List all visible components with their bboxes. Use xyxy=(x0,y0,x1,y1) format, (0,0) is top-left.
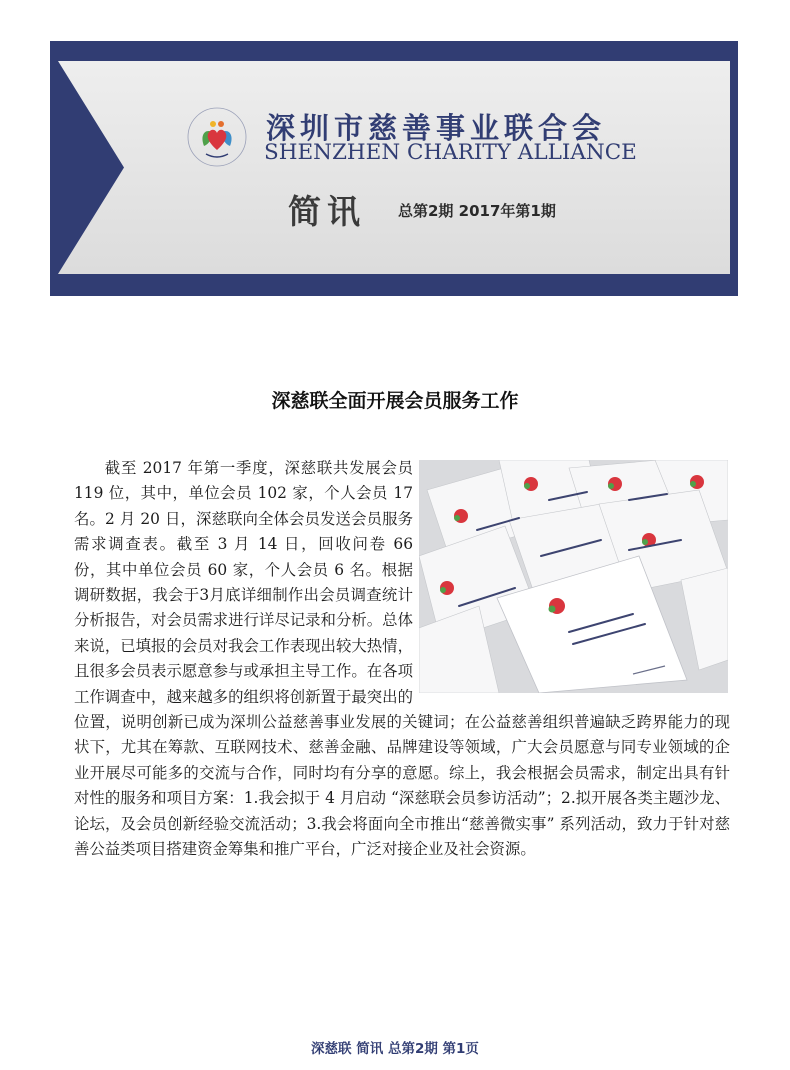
article-paragraph: 截至 2017 年第一季度，深慈联共发展会员 119 位，其中，单位会员 102 家，个人会员 17 名。2 月 20 日，深慈联向全体会员发送会员服务需求调查表。截至 3 月 14 日，回收问卷 66 份，其中单位会员 60 家，个人会员 6 名。根据调研数据，我会于3月底详细制作出会员调查统计分析报告，对会员需求进行详尽记录和分析。总体来说，已填报的会员对我会工作表现出较大热情，且很多会员表示愿意参与或承担主导工作。在各项工作调查中，越来越多的组织将创新置于最突出的位置，说明创新已成为深圳公益慈善事业发展的关键词；在公益慈善组织普遍缺乏跨界能力的现状下，尤其在筹款、互联网技术、慈善金融、品牌建设等领域，广大会员愿意与同专业领域的企业开展尽可能多的交流与合作，同时均有分享的意愿。综上，我会根据会员需求，制定出具有针对性的服务和项目方案：1.我会拟于 4 月启动 “深慈联会员参访活动”；2.拟开展各类主题沙龙、论坛，及会员创新经验交流活动；3.我会将面向全市推出“慈善微实事” 系列活动，致力于针对慈善公益类项目搭建资金筹集和推广平台，广泛对接企业及社会资源。 xyxy=(74,459,730,859)
publication-title: 简讯 xyxy=(288,192,366,231)
org-name-cn: 深圳市慈善事业联合会 xyxy=(266,111,607,145)
page-footer: 深慈联 简讯 总第2期 第1页 xyxy=(311,1041,479,1057)
org-name-en: SHENZHEN CHARITY ALLIANCE xyxy=(264,140,637,165)
charity-alliance-logo xyxy=(186,106,248,168)
reports-photo xyxy=(419,460,728,693)
article-title: 深慈联全面开展会员服务工作 xyxy=(271,390,519,412)
issue-number: 总第2期 2017年第1期 xyxy=(398,202,556,220)
banner-panel xyxy=(58,61,730,274)
header-banner xyxy=(50,41,738,296)
